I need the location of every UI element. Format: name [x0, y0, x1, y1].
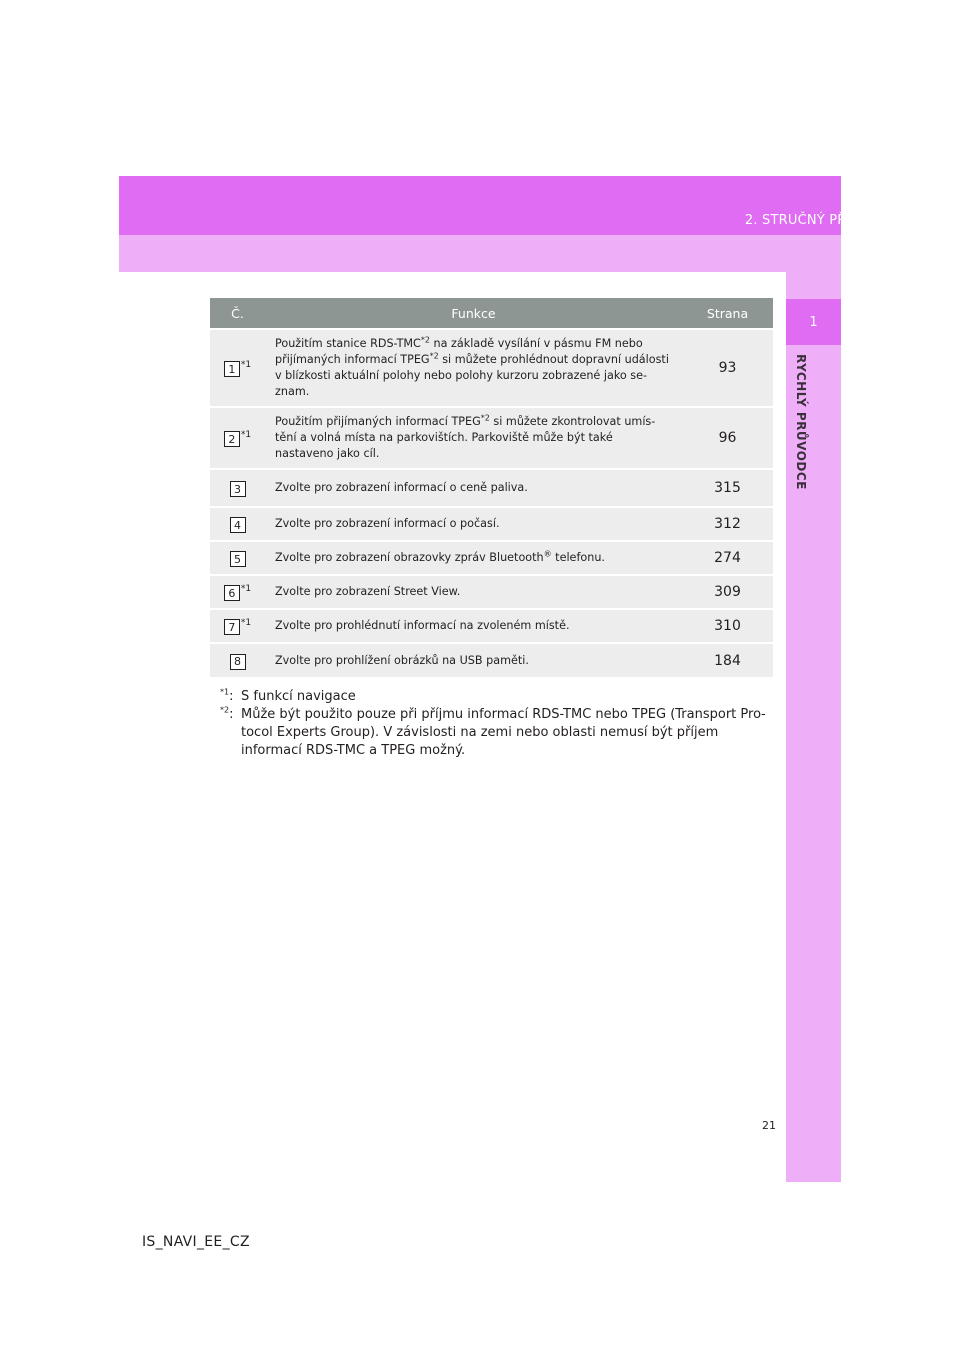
- description-text: si můžete prohlédnout dopravní události v blízkosti aktuální polohy nebo polohy kurzoru zobrazené jako seznam.: [275, 353, 669, 398]
- row-description: Zvolte pro zobrazení informací o počasí.: [265, 507, 682, 541]
- table-body: [210, 329, 773, 677]
- row-number-cell: [210, 507, 265, 541]
- row-page-reference: 93: [682, 329, 773, 407]
- footnote-mark: [220, 706, 241, 760]
- superscript-mark: *2: [480, 413, 490, 423]
- header-band: [119, 235, 841, 272]
- number-badge: 5: [230, 551, 246, 567]
- table-row: [210, 575, 773, 609]
- number-badge: 1: [224, 361, 240, 377]
- footnote-marker: *1: [240, 430, 252, 441]
- column-header-page: Strana: [682, 298, 773, 329]
- row-number-cell: [210, 643, 265, 677]
- description-text: Použitím přijímaných informací TPEG: [275, 415, 481, 428]
- chapter-label: RYCHLÝ PRŮVODCE: [794, 354, 808, 490]
- footnote-text: Může být použito pouze při příjmu informací RDS-TMC nebo TPEG (Transport Protocol Experts Group). V závislosti na zemi nebo oblasti nemusí být příjem informací RDS-TMC a TPEG možný.: [241, 707, 766, 758]
- description-text: na základě vysílání v pásmu FM nebo přijímaných informací TPEG: [275, 337, 643, 366]
- row-page-reference: 309: [682, 575, 773, 609]
- row-page-reference: 96: [682, 407, 773, 469]
- table-row: [210, 609, 773, 643]
- row-description: [265, 329, 682, 407]
- footnote-separator: :: [229, 707, 234, 722]
- footnote-star: *1: [220, 687, 230, 697]
- column-header-function: Funkce: [265, 298, 682, 329]
- footnote-item: [220, 688, 773, 706]
- description-text: Zvolte pro zobrazení obrazovky zpráv Bluetooth: [275, 551, 544, 564]
- row-page-reference: 310: [682, 609, 773, 643]
- superscript-mark: *2: [429, 351, 439, 361]
- superscript-mark: *2: [420, 335, 430, 345]
- footnote-item: [220, 706, 773, 760]
- footnote-marker: *1: [240, 360, 252, 371]
- section-title: 2. STRUČNÝ PŘEHLED: [744, 213, 891, 228]
- superscript-mark: ®: [543, 549, 552, 559]
- footnote-separator: :: [229, 689, 234, 704]
- description-text: Použitím stanice RDS-TMC: [275, 337, 421, 350]
- row-page-reference: 274: [682, 541, 773, 575]
- table-row: [210, 507, 773, 541]
- row-number-cell: [210, 541, 265, 575]
- table-row: [210, 469, 773, 507]
- row-description: [265, 407, 682, 469]
- row-description: Zvolte pro prohlížení obrázků na USB paměti.: [265, 643, 682, 677]
- page-number: 21: [762, 1119, 776, 1132]
- description-text: si můžete zkontrolovat umístění a volná místa na parkovištích. Parkoviště může být také nastaveno jako cíl.: [275, 415, 656, 460]
- table-row: [210, 643, 773, 677]
- table-row: [210, 541, 773, 575]
- number-badge: 4: [230, 517, 246, 533]
- document-code: IS_NAVI_EE_CZ: [142, 1234, 250, 1250]
- description-text: telefonu.: [551, 551, 605, 564]
- number-badge: 3: [230, 481, 246, 497]
- row-page-reference: 312: [682, 507, 773, 541]
- footnote-text: S funkcí navigace: [241, 689, 356, 704]
- table-row: [210, 329, 773, 407]
- number-badge: 8: [230, 654, 246, 670]
- table-row: [210, 407, 773, 469]
- row-number-cell: [210, 609, 265, 643]
- row-description: Zvolte pro prohlédnutí informací na zvoleném místě.: [265, 609, 682, 643]
- row-description: Zvolte pro zobrazení Street View.: [265, 575, 682, 609]
- footnote-mark: [220, 688, 241, 706]
- chapter-number-tab: 1: [786, 299, 841, 345]
- footnotes: [220, 688, 773, 760]
- function-table: [210, 298, 773, 677]
- column-header-number: Č.: [210, 298, 265, 329]
- number-badge: 7: [224, 619, 240, 635]
- number-badge: 2: [224, 431, 240, 447]
- number-badge: 6: [224, 585, 240, 601]
- row-description: [265, 541, 682, 575]
- row-number-cell: [210, 329, 265, 407]
- footnote-star: *2: [220, 705, 230, 715]
- footnote-marker: *1: [240, 584, 252, 595]
- row-number-cell: [210, 407, 265, 469]
- table-header-row: [210, 298, 773, 329]
- row-description: Zvolte pro zobrazení informací o ceně paliva.: [265, 469, 682, 507]
- header-bar: [119, 176, 841, 235]
- footnote-marker: *1: [240, 618, 252, 629]
- row-page-reference: 184: [682, 643, 773, 677]
- row-number-cell: [210, 575, 265, 609]
- row-number-cell: [210, 469, 265, 507]
- row-page-reference: 315: [682, 469, 773, 507]
